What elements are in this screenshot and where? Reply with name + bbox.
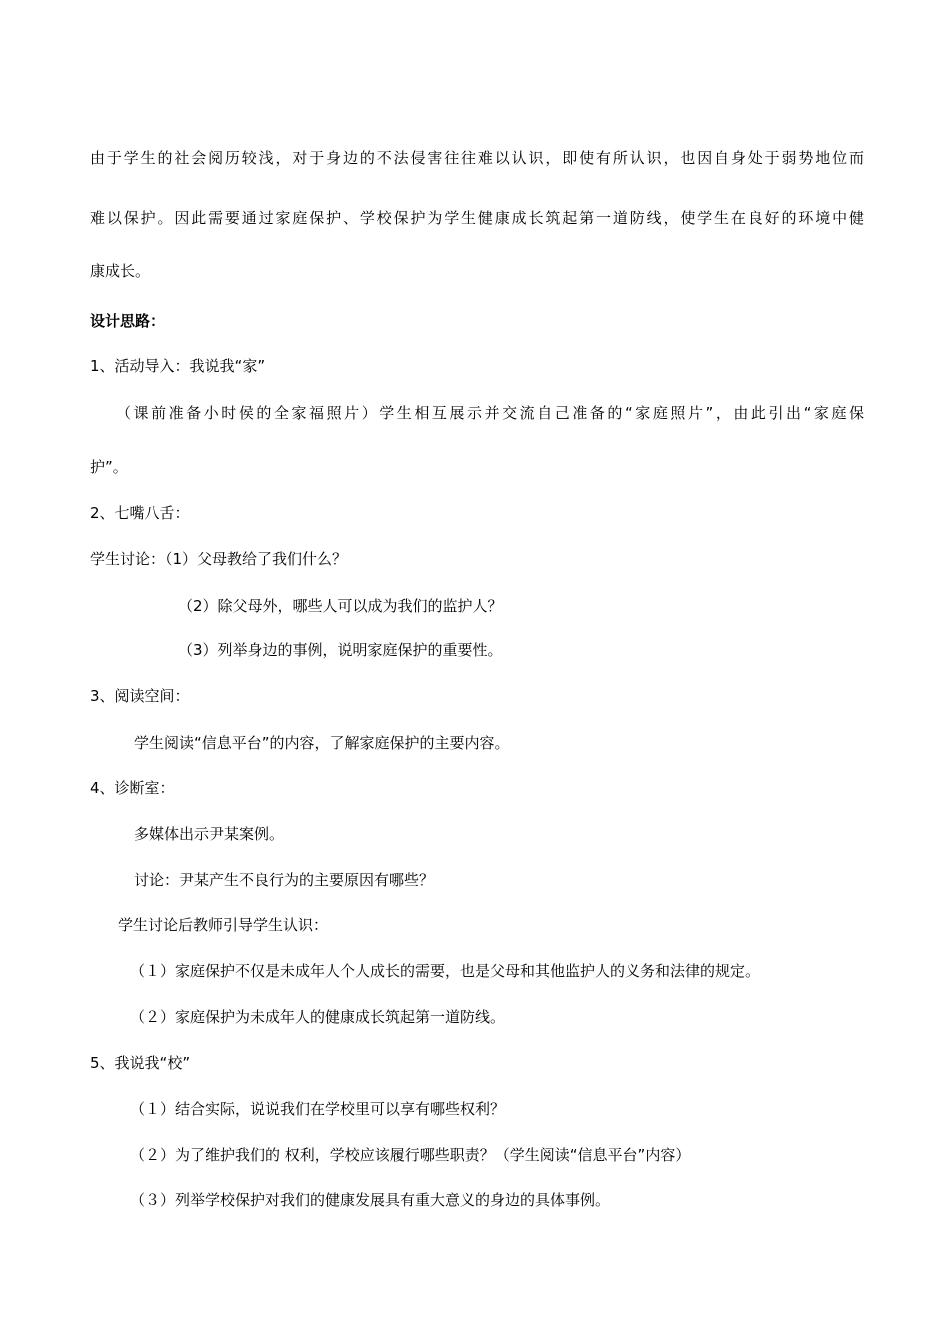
section-4-title: 4、诊断室： [90,779,175,797]
section-5-question-3: （３）列举学校保护对我们的健康发展具有重大意义的身边的具体事例。 [130,1191,611,1209]
intro-line-3: 康成长。 [90,262,151,280]
section-1-title: 1、活动导入：我说我“家” [90,357,266,375]
section-2-prompt: 学生讨论：（1）父母教给了我们什么？ [90,550,348,568]
section-5-title: 5、我说我“校” [90,1054,191,1072]
section-5-question-2: （２）为了维护我们的 权利，学校应该履行哪些职责？（学生阅读“信息平台”内容） [130,1146,691,1164]
section-5-question-1: （１）结合实际，说说我们在学校里可以享有哪些权利？ [130,1100,506,1118]
section-2-question-2: （2）除父母外，哪些人可以成为我们的监护人？ [178,597,503,615]
section-2-title: 2、七嘴八舌： [90,504,190,522]
intro-line-1: 由于学生的社会阅历较浅，对于身边的不法侵害往往难以认识，即使有所认识，也因自身处于弱势地位而 [90,149,864,167]
section-4-point-2: （２）家庭保护为未成年人的健康成长筑起第一道防线。 [130,1008,506,1026]
section-4-text-3: 学生讨论后教师引导学生认识： [118,916,329,934]
section-4-point-1: （１）家庭保护不仅是未成年人个人成长的需要，也是父母和其他监护人的义务和法律的规定。 [130,962,761,980]
section-1-text-line-1: （课前准备小时侯的全家福照片）学生相互展示并交流自己准备的“家庭照片”，由此引出“家庭保 [116,404,864,422]
intro-line-2: 难以保护。因此需要通过家庭保护、学校保护为学生健康成长筑起第一道防线，使学生在良好的环境中健 [90,209,864,227]
section-4-text-1: 多媒体出示尹某案例。 [134,825,285,843]
section-3-title: 3、阅读空间： [90,687,190,705]
section-3-text: 学生阅读“信息平台”的内容，了解家庭保护的主要内容。 [134,734,510,752]
design-heading: 设计思路： [90,312,166,330]
section-1-text-line-2: 护”。 [90,458,128,476]
section-4-text-2: 讨论：尹某产生不良行为的主要原因有哪些？ [134,871,435,889]
section-2-question-3: （3）列举身边的事例，说明家庭保护的重要性。 [178,641,503,659]
